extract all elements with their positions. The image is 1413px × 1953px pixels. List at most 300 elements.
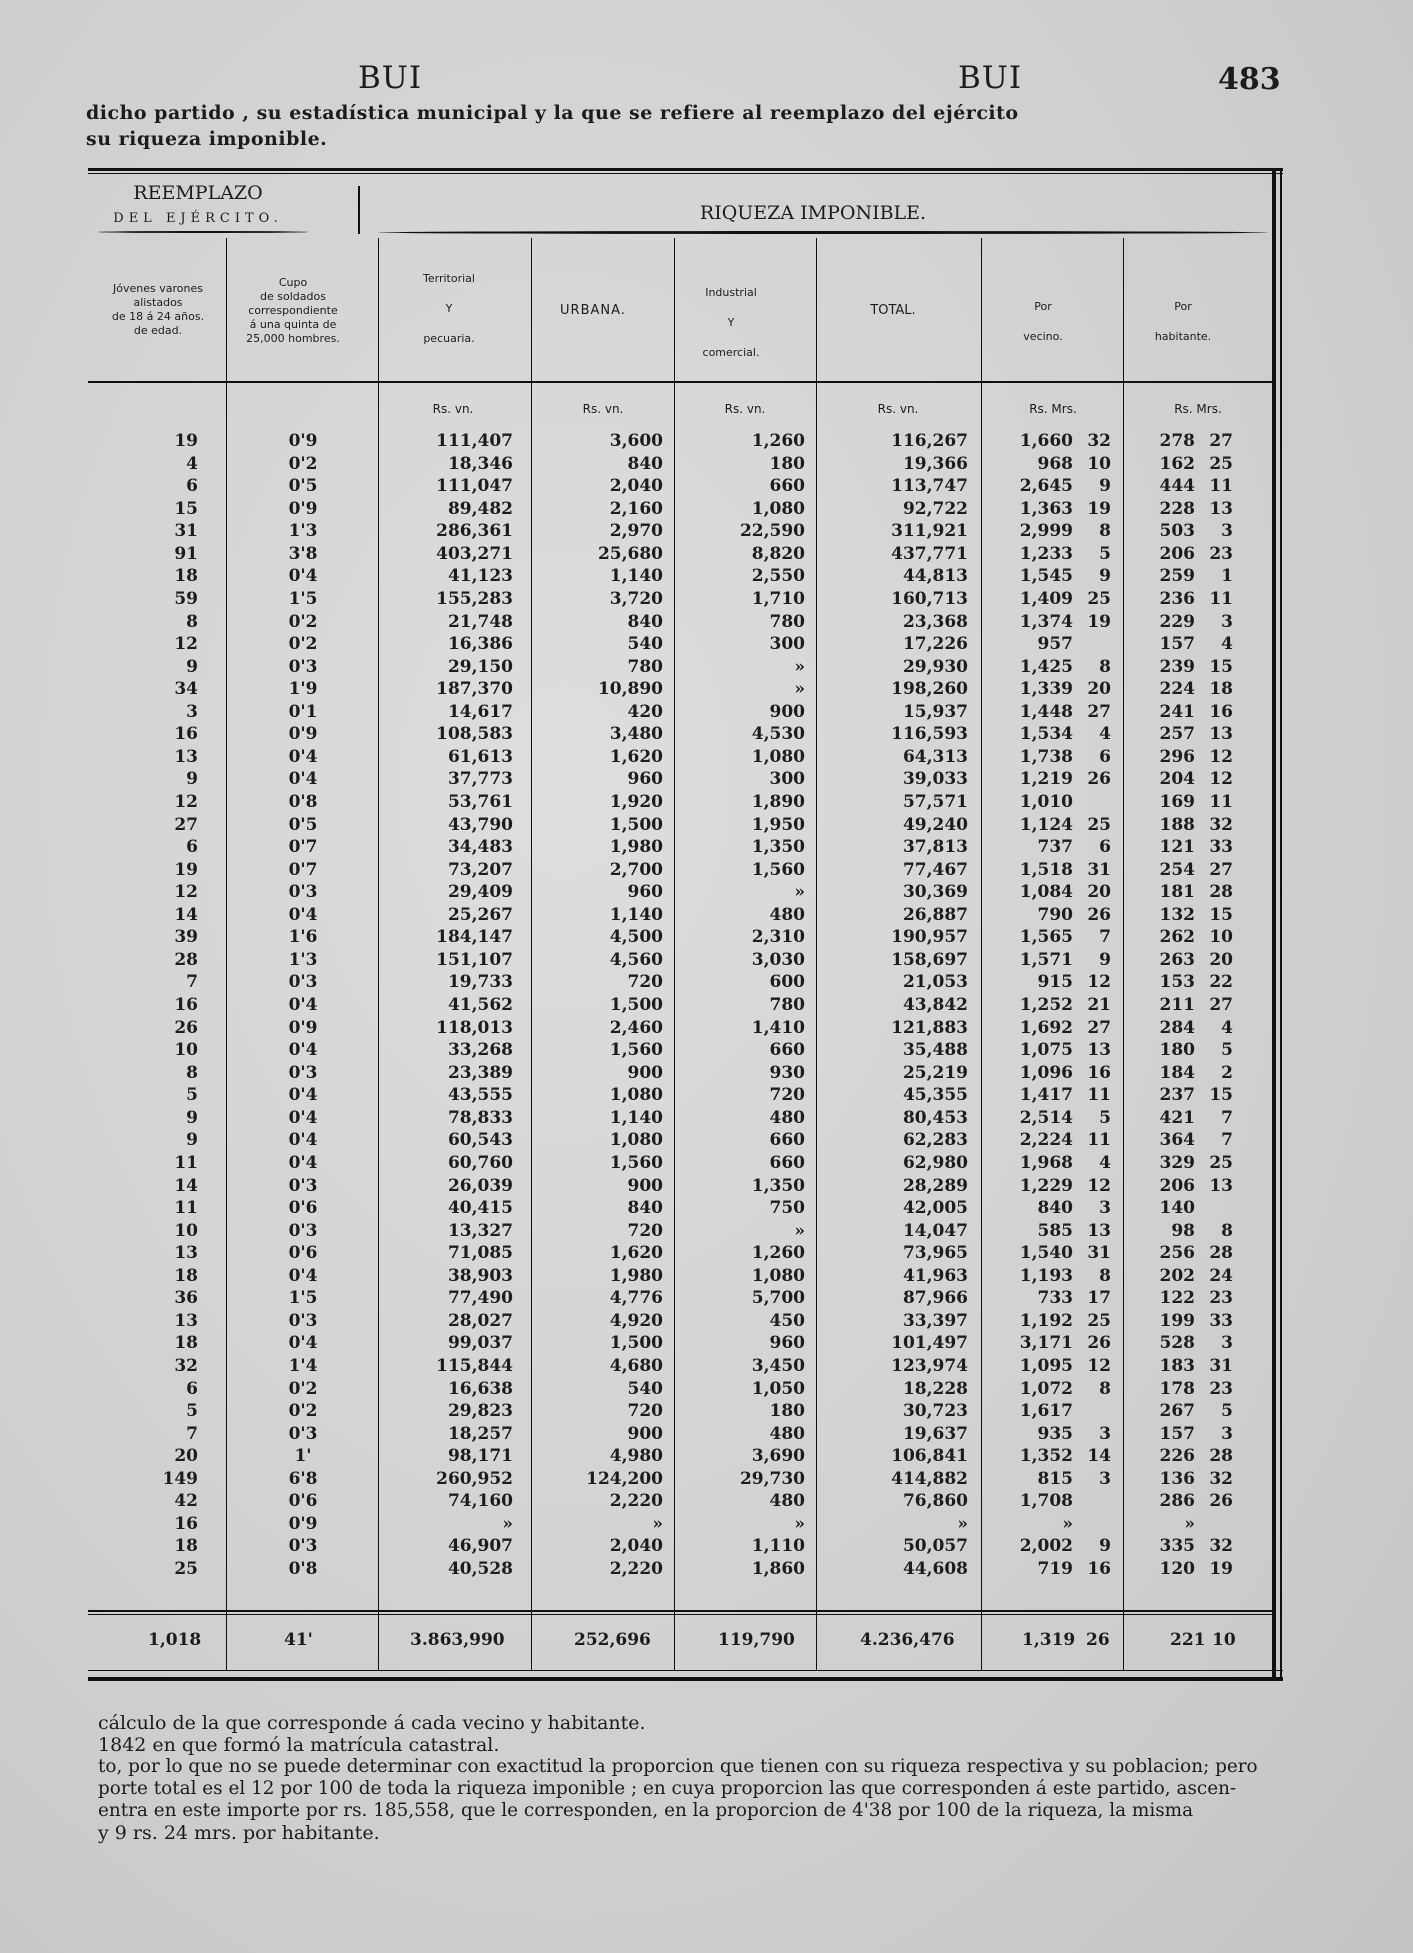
table-row <box>88 1423 1283 1445</box>
cell-habitante-mrs: 23 <box>1209 543 1233 564</box>
cell-total: 116,267 <box>891 431 968 451</box>
cell-territorial: 71,085 <box>447 1243 513 1264</box>
cell-cupo: 1'6 <box>288 927 318 948</box>
cell-urbana: 540 <box>627 1378 663 1399</box>
totals-rule <box>88 1610 1272 1612</box>
cell-vecino-mrs: 5 <box>1099 543 1111 564</box>
cell-cupo: 0'2 <box>288 1378 318 1399</box>
cell-urbana: 840 <box>627 611 663 632</box>
cell-industrial: 480 <box>769 904 805 925</box>
group-divider <box>358 186 360 234</box>
cell-habitante-mrs: 27 <box>1209 431 1233 451</box>
cell-habitante-rs: 241 <box>1159 701 1195 722</box>
cell-cupo: 0'4 <box>288 1130 318 1151</box>
cell-habitante-mrs: 26 <box>1209 1491 1233 1512</box>
cell-industrial: 480 <box>769 1491 805 1512</box>
col-jovenes-header: Jóvenes varones alistados de 18 á 24 años. de edad. <box>111 282 205 337</box>
cell-territorial: 89,482 <box>447 498 513 519</box>
cell-cupo: 0'2 <box>288 634 318 654</box>
cell-vecino-rs: 815 <box>1037 1468 1073 1489</box>
cell-territorial: 77,490 <box>447 1288 513 1309</box>
cell-urbana: 420 <box>627 701 663 722</box>
cell-jovenes: 16 <box>174 724 198 745</box>
cell-jovenes: 19 <box>174 859 198 880</box>
cell-total: 113,747 <box>891 476 968 497</box>
cell-vecino-rs: 1,417 <box>1019 1085 1073 1106</box>
cell-cupo: 0'3 <box>288 1062 318 1083</box>
cell-cupo: 0'4 <box>288 746 318 767</box>
cell-jovenes: 5 <box>186 1085 198 1106</box>
total-habitante-rs: 221 <box>1170 1630 1206 1650</box>
table-row <box>88 1332 1283 1354</box>
cell-jovenes: 27 <box>174 814 198 835</box>
cell-urbana: 1,980 <box>609 1265 663 1286</box>
cell-urbana: 2,040 <box>609 476 663 497</box>
cell-territorial: 184,147 <box>436 927 513 948</box>
cell-territorial: 155,283 <box>436 588 513 609</box>
cell-cupo: 0'3 <box>288 1220 318 1241</box>
totals-rule-thin <box>88 1614 1272 1615</box>
cell-habitante-rs: 157 <box>1159 1423 1195 1444</box>
cell-urbana: 4,920 <box>609 1310 663 1331</box>
cell-cupo: 6'8 <box>288 1468 318 1489</box>
cell-vecino-mrs: 27 <box>1087 1017 1111 1038</box>
unit-total: Rs. vn. <box>877 402 919 416</box>
cell-urbana: 540 <box>627 634 663 654</box>
cell-urbana: 1,080 <box>609 1130 663 1151</box>
cell-jovenes: 42 <box>174 1491 198 1512</box>
cell-territorial: 151,107 <box>436 949 513 970</box>
cell-industrial: 930 <box>769 1062 805 1083</box>
cell-cupo: 0'6 <box>288 1198 318 1218</box>
table-row <box>88 746 1283 768</box>
cell-habitante-rs: 263 <box>1159 949 1195 970</box>
cell-habitante-rs: 178 <box>1159 1378 1195 1399</box>
cell-jovenes: 9 <box>186 1107 198 1128</box>
cell-industrial: » <box>794 679 805 700</box>
cell-vecino-mrs: 25 <box>1087 588 1111 609</box>
table-bottom-rule <box>88 1677 1283 1681</box>
cell-vecino-rs: 968 <box>1037 453 1073 474</box>
table-row <box>88 723 1283 745</box>
cell-territorial: 118,013 <box>436 1017 513 1038</box>
cell-vecino-rs: 790 <box>1037 904 1073 925</box>
cell-total: 17,226 <box>902 634 968 654</box>
table-row <box>88 768 1283 790</box>
cell-total: 92,722 <box>902 498 968 519</box>
cell-habitante-mrs: 8 <box>1221 1220 1233 1241</box>
cell-vecino-rs: 1,660 <box>1019 431 1073 451</box>
cell-urbana: 720 <box>627 1401 663 1422</box>
cell-industrial: 1,350 <box>751 1175 805 1196</box>
cell-jovenes: 12 <box>174 792 198 812</box>
cell-cupo: 0'9 <box>288 724 318 745</box>
cell-habitante-rs: 226 <box>1159 1446 1195 1467</box>
cell-total: 37,813 <box>902 837 968 858</box>
cell-urbana: » <box>652 1513 663 1534</box>
table-row <box>88 814 1283 836</box>
cell-urbana: 1,560 <box>609 1040 663 1061</box>
cell-habitante-rs: 296 <box>1159 746 1195 767</box>
cell-habitante-rs: 180 <box>1159 1040 1195 1061</box>
intro-line-1: dicho partido , su estadística municipal y la que se refiere al reemplazo del ejército <box>86 102 1019 124</box>
cell-territorial: 18,257 <box>447 1423 513 1444</box>
cell-jovenes: 18 <box>174 566 198 587</box>
table-row <box>88 1039 1283 1061</box>
cell-jovenes: 11 <box>174 1152 198 1173</box>
cell-vecino-rs: 1,084 <box>1019 882 1073 903</box>
cell-cupo: 0'4 <box>288 769 318 790</box>
cell-urbana: 2,970 <box>609 521 663 542</box>
cell-vecino-rs: 1,565 <box>1019 927 1073 948</box>
cell-habitante-rs: 184 <box>1159 1062 1195 1083</box>
footer-line-1: cálculo de la que corresponde á cada vecino y habitante. <box>98 1712 646 1734</box>
cell-territorial: 403,271 <box>436 543 513 564</box>
cell-territorial: 37,773 <box>447 769 513 790</box>
cell-territorial: 99,037 <box>447 1333 513 1354</box>
cell-vecino-rs: 1,096 <box>1019 1062 1073 1083</box>
table-row <box>88 565 1283 587</box>
cell-total: 14,047 <box>902 1220 968 1241</box>
table-row <box>88 430 1283 452</box>
cell-cupo: 0'3 <box>288 882 318 903</box>
cell-vecino-rs: 1,571 <box>1019 949 1073 970</box>
cell-total: 49,240 <box>902 814 968 835</box>
cell-jovenes: 8 <box>186 1062 198 1083</box>
intro-line-2: su riqueza imponible. <box>86 128 328 150</box>
table-row <box>88 1062 1283 1084</box>
cell-territorial: 34,483 <box>447 837 513 858</box>
cell-vecino-mrs: 3 <box>1099 1423 1111 1444</box>
cell-total: 158,697 <box>891 949 968 970</box>
table-row <box>88 1400 1283 1422</box>
cell-total: 62,283 <box>902 1130 968 1151</box>
cell-habitante-mrs: 20 <box>1209 949 1233 970</box>
cell-vecino-mrs: 5 <box>1099 1107 1111 1128</box>
cell-vecino-mrs: 11 <box>1087 1085 1111 1106</box>
cell-habitante-mrs: 7 <box>1221 1130 1233 1151</box>
cell-vecino-rs: 1,233 <box>1019 543 1073 564</box>
col-vecino-header: Por vecino. <box>1023 300 1063 343</box>
cell-habitante-mrs: 22 <box>1209 972 1233 993</box>
cell-habitante-mrs: 18 <box>1209 679 1233 700</box>
table-row <box>88 633 1283 655</box>
cell-vecino-rs: 1,010 <box>1019 792 1073 812</box>
cell-industrial: 1,260 <box>751 431 805 451</box>
cell-vecino-mrs: 32 <box>1087 431 1111 451</box>
cell-habitante-mrs: 32 <box>1209 1536 1233 1557</box>
data-table <box>88 168 1283 1681</box>
cell-habitante-rs: 444 <box>1159 476 1195 497</box>
cell-vecino-rs: 1,072 <box>1019 1378 1073 1399</box>
cell-urbana: 3,600 <box>609 431 663 451</box>
cell-vecino-rs: 585 <box>1037 1220 1073 1241</box>
table-row <box>88 1355 1283 1377</box>
table-row <box>88 1513 1283 1535</box>
cell-habitante-mrs: 4 <box>1221 1017 1233 1038</box>
cell-territorial: 29,409 <box>447 882 513 903</box>
cell-urbana: 2,220 <box>609 1559 663 1579</box>
cell-industrial: 1,080 <box>751 498 805 519</box>
cell-urbana: 4,980 <box>609 1446 663 1467</box>
cell-urbana: 1,140 <box>609 1107 663 1128</box>
total-industrial: 119,790 <box>718 1630 795 1650</box>
page-number: 483 <box>1218 62 1281 97</box>
cell-cupo: 0'4 <box>288 1085 318 1106</box>
cell-cupo: 0'3 <box>288 656 318 677</box>
cell-vecino-mrs: 13 <box>1087 1040 1111 1061</box>
cell-jovenes: 13 <box>174 1243 198 1264</box>
reemplazo-brace <box>98 231 308 233</box>
cell-total: 311,921 <box>891 521 968 542</box>
cell-habitante-mrs: 28 <box>1209 1243 1233 1264</box>
cell-total: 44,813 <box>902 566 968 587</box>
cell-vecino-mrs: 12 <box>1087 1356 1111 1376</box>
cell-total: 160,713 <box>891 588 968 609</box>
cell-jovenes: 9 <box>186 1130 198 1151</box>
cell-jovenes: 18 <box>174 1333 198 1354</box>
cell-habitante-mrs: 27 <box>1209 995 1233 1015</box>
cell-habitante-mrs: 27 <box>1209 859 1233 880</box>
cell-industrial: 900 <box>769 701 805 722</box>
cell-industrial: 1,080 <box>751 1265 805 1286</box>
cell-urbana: 2,220 <box>609 1491 663 1512</box>
cell-habitante-rs: 206 <box>1159 1175 1195 1196</box>
cell-habitante-mrs: 28 <box>1209 882 1233 903</box>
cell-habitante-mrs: 25 <box>1209 453 1233 474</box>
footer-line-2: 1842 en que formó la matrícula catastral. <box>98 1734 500 1756</box>
cell-territorial: 40,415 <box>447 1198 513 1218</box>
cell-habitante-mrs: 11 <box>1209 476 1233 497</box>
table-row <box>88 1535 1283 1557</box>
cell-habitante-mrs: 23 <box>1209 1288 1233 1309</box>
cell-total: 15,937 <box>902 701 968 722</box>
table-row <box>88 611 1283 633</box>
table-row <box>88 904 1283 926</box>
col-total-header: TOTAL. <box>870 303 916 318</box>
table-row <box>88 1197 1283 1219</box>
cell-industrial: 780 <box>769 611 805 632</box>
col-cupo-header: Cupo de soldados correspondiente á una quinta de 25,000 hombres. <box>246 276 340 345</box>
table-top-rule <box>88 168 1283 171</box>
table-bottom-rule-thin <box>88 1670 1283 1671</box>
cell-jovenes: 32 <box>174 1356 198 1376</box>
cell-cupo: 0'4 <box>288 1152 318 1173</box>
table-row <box>88 1265 1283 1287</box>
cell-habitante-mrs: 3 <box>1221 611 1233 632</box>
cell-vecino-mrs: 6 <box>1099 837 1111 858</box>
table-row <box>88 949 1283 971</box>
cell-jovenes: 9 <box>186 769 198 790</box>
total-habitante-mrs: 10 <box>1212 1630 1236 1650</box>
cell-habitante-rs: 267 <box>1159 1401 1195 1422</box>
cell-habitante-mrs: 32 <box>1209 1468 1233 1489</box>
cell-territorial: » <box>502 1513 513 1534</box>
cell-urbana: 1,500 <box>609 814 663 835</box>
cell-vecino-rs: 1,124 <box>1019 814 1073 835</box>
cell-urbana: 1,920 <box>609 792 663 812</box>
cell-vecino-rs: 1,193 <box>1019 1265 1073 1286</box>
cell-industrial: 3,450 <box>751 1356 805 1376</box>
cell-cupo: 0'9 <box>288 1017 318 1038</box>
cell-industrial: 4,530 <box>751 724 805 745</box>
cell-urbana: 1,620 <box>609 746 663 767</box>
cell-total: 437,771 <box>891 543 968 564</box>
total-jovenes: 1,018 <box>148 1630 202 1650</box>
cell-cupo: 1' <box>294 1446 312 1467</box>
col-habitante-header: Por habitante. <box>1154 300 1212 343</box>
cell-urbana: 1,080 <box>609 1085 663 1106</box>
cell-territorial: 14,617 <box>447 701 513 722</box>
cell-vecino-mrs: 26 <box>1087 1333 1111 1354</box>
cell-industrial: 480 <box>769 1107 805 1128</box>
cell-vecino-rs: 1,095 <box>1019 1356 1073 1376</box>
cell-habitante-mrs: 4 <box>1221 634 1233 654</box>
cell-habitante-rs: 421 <box>1159 1107 1195 1128</box>
cell-total: 121,883 <box>891 1017 968 1038</box>
cell-vecino-mrs: 20 <box>1087 679 1111 700</box>
cell-habitante-mrs: 33 <box>1209 1310 1233 1331</box>
table-row <box>88 520 1283 542</box>
cell-industrial: 480 <box>769 1423 805 1444</box>
cell-vecino-mrs: 12 <box>1087 1175 1111 1196</box>
cell-industrial: 1,950 <box>751 814 805 835</box>
cell-habitante-rs: 503 <box>1159 521 1195 542</box>
cell-vecino-mrs: 3 <box>1099 1468 1111 1489</box>
cell-cupo: 0'2 <box>288 1401 318 1422</box>
cell-total: 43,842 <box>902 995 968 1015</box>
table-row <box>88 1490 1283 1512</box>
cell-urbana: 2,160 <box>609 498 663 519</box>
cell-habitante-rs: 202 <box>1159 1265 1195 1286</box>
table-row <box>88 453 1283 475</box>
cell-vecino-mrs: 9 <box>1099 566 1111 587</box>
cell-urbana: 900 <box>627 1062 663 1083</box>
cell-territorial: 21,748 <box>447 611 513 632</box>
cell-territorial: 28,027 <box>447 1310 513 1331</box>
cell-urbana: 1,500 <box>609 995 663 1015</box>
cell-industrial: 8,820 <box>751 543 805 564</box>
table-row <box>88 678 1283 700</box>
unit-industrial: Rs. vn. <box>724 402 766 416</box>
cell-total: 62,980 <box>902 1152 968 1173</box>
cell-territorial: 46,907 <box>447 1536 513 1557</box>
cell-jovenes: 13 <box>174 746 198 767</box>
cell-total: 26,887 <box>902 904 968 925</box>
cell-total: 106,841 <box>891 1446 968 1467</box>
cell-cupo: 0'2 <box>288 611 318 632</box>
cell-jovenes: 39 <box>174 927 198 948</box>
cell-vecino-mrs: 16 <box>1087 1062 1111 1083</box>
cell-territorial: 286,361 <box>436 521 513 542</box>
cell-habitante-mrs: 32 <box>1209 814 1233 835</box>
cell-habitante-mrs: 5 <box>1221 1401 1233 1422</box>
cell-vecino-rs: 1,219 <box>1019 769 1073 790</box>
cell-urbana: 720 <box>627 1220 663 1241</box>
cell-cupo: 1'5 <box>288 588 318 609</box>
cell-habitante-mrs: 7 <box>1221 1107 1233 1128</box>
cell-habitante-rs: » <box>1184 1513 1195 1534</box>
cell-vecino-mrs: 11 <box>1087 1130 1111 1151</box>
cell-total: 30,723 <box>902 1401 968 1422</box>
cell-vecino-rs: 935 <box>1037 1423 1073 1444</box>
cell-total: 57,571 <box>902 792 968 812</box>
cell-habitante-mrs: 11 <box>1209 588 1233 609</box>
cell-cupo: 0'8 <box>288 1559 318 1579</box>
cell-territorial: 98,171 <box>447 1446 513 1467</box>
cell-habitante-rs: 157 <box>1159 634 1195 654</box>
cell-cupo: 0'2 <box>288 453 318 474</box>
cell-habitante-mrs: 1 <box>1221 566 1233 587</box>
cell-cupo: 0'5 <box>288 814 318 835</box>
cell-vecino-mrs: 7 <box>1099 927 1111 948</box>
table-row <box>88 543 1283 565</box>
cell-jovenes: 6 <box>186 476 198 497</box>
cell-habitante-rs: 259 <box>1159 566 1195 587</box>
cell-industrial: 960 <box>769 1333 805 1354</box>
cell-urbana: 1,140 <box>609 904 663 925</box>
cell-jovenes: 36 <box>174 1288 198 1309</box>
cell-urbana: 1,980 <box>609 837 663 858</box>
cell-vecino-rs: 2,645 <box>1019 476 1073 497</box>
cell-industrial: 1,050 <box>751 1378 805 1399</box>
cell-jovenes: 11 <box>174 1198 198 1218</box>
cell-total: 116,593 <box>891 724 968 745</box>
table-row <box>88 971 1283 993</box>
cell-urbana: 4,500 <box>609 927 663 948</box>
cell-industrial: » <box>794 1220 805 1241</box>
cell-urbana: 900 <box>627 1423 663 1444</box>
cell-jovenes: 8 <box>186 611 198 632</box>
cell-industrial: 720 <box>769 1085 805 1106</box>
cell-cupo: 0'4 <box>288 1265 318 1286</box>
cell-habitante-rs: 206 <box>1159 543 1195 564</box>
cell-territorial: 187,370 <box>436 679 513 700</box>
footer-line-6: y 9 rs. 24 mrs. por habitante. <box>98 1822 380 1844</box>
cell-territorial: 19,733 <box>447 972 513 993</box>
cell-cupo: 0'9 <box>288 498 318 519</box>
cell-vecino-rs: 1,339 <box>1019 679 1073 700</box>
cell-total: 28,289 <box>902 1175 968 1196</box>
cell-vecino-rs: 2,514 <box>1019 1107 1073 1128</box>
cell-territorial: 53,761 <box>447 792 513 812</box>
table-row <box>88 1107 1283 1129</box>
cell-habitante-mrs: 3 <box>1221 1333 1233 1354</box>
cell-cupo: 1'3 <box>288 949 318 970</box>
cell-vecino-rs: 1,363 <box>1019 498 1073 519</box>
cell-industrial: 22,590 <box>739 521 805 542</box>
total-cupo: 41' <box>284 1630 313 1650</box>
cell-jovenes: 20 <box>174 1446 198 1467</box>
cell-vecino-mrs: 26 <box>1087 769 1111 790</box>
cell-habitante-rs: 262 <box>1159 927 1195 948</box>
cell-habitante-rs: 228 <box>1159 498 1195 519</box>
cell-cupo: 1'4 <box>288 1356 318 1376</box>
cell-total: 30,369 <box>902 882 968 903</box>
cell-jovenes: 26 <box>174 1017 198 1038</box>
cell-habitante-rs: 181 <box>1159 882 1195 903</box>
cell-total: 35,488 <box>902 1040 968 1061</box>
cell-vecino-rs: 840 <box>1037 1198 1073 1218</box>
cell-vecino-mrs: 31 <box>1087 859 1111 880</box>
cell-jovenes: 16 <box>174 995 198 1015</box>
cell-cupo: 0'7 <box>288 859 318 880</box>
cell-jovenes: 5 <box>186 1401 198 1422</box>
cell-total: 25,219 <box>902 1062 968 1083</box>
cell-cupo: 0'3 <box>288 1310 318 1331</box>
total-urbana: 252,696 <box>574 1630 651 1650</box>
cell-jovenes: 15 <box>174 498 198 519</box>
